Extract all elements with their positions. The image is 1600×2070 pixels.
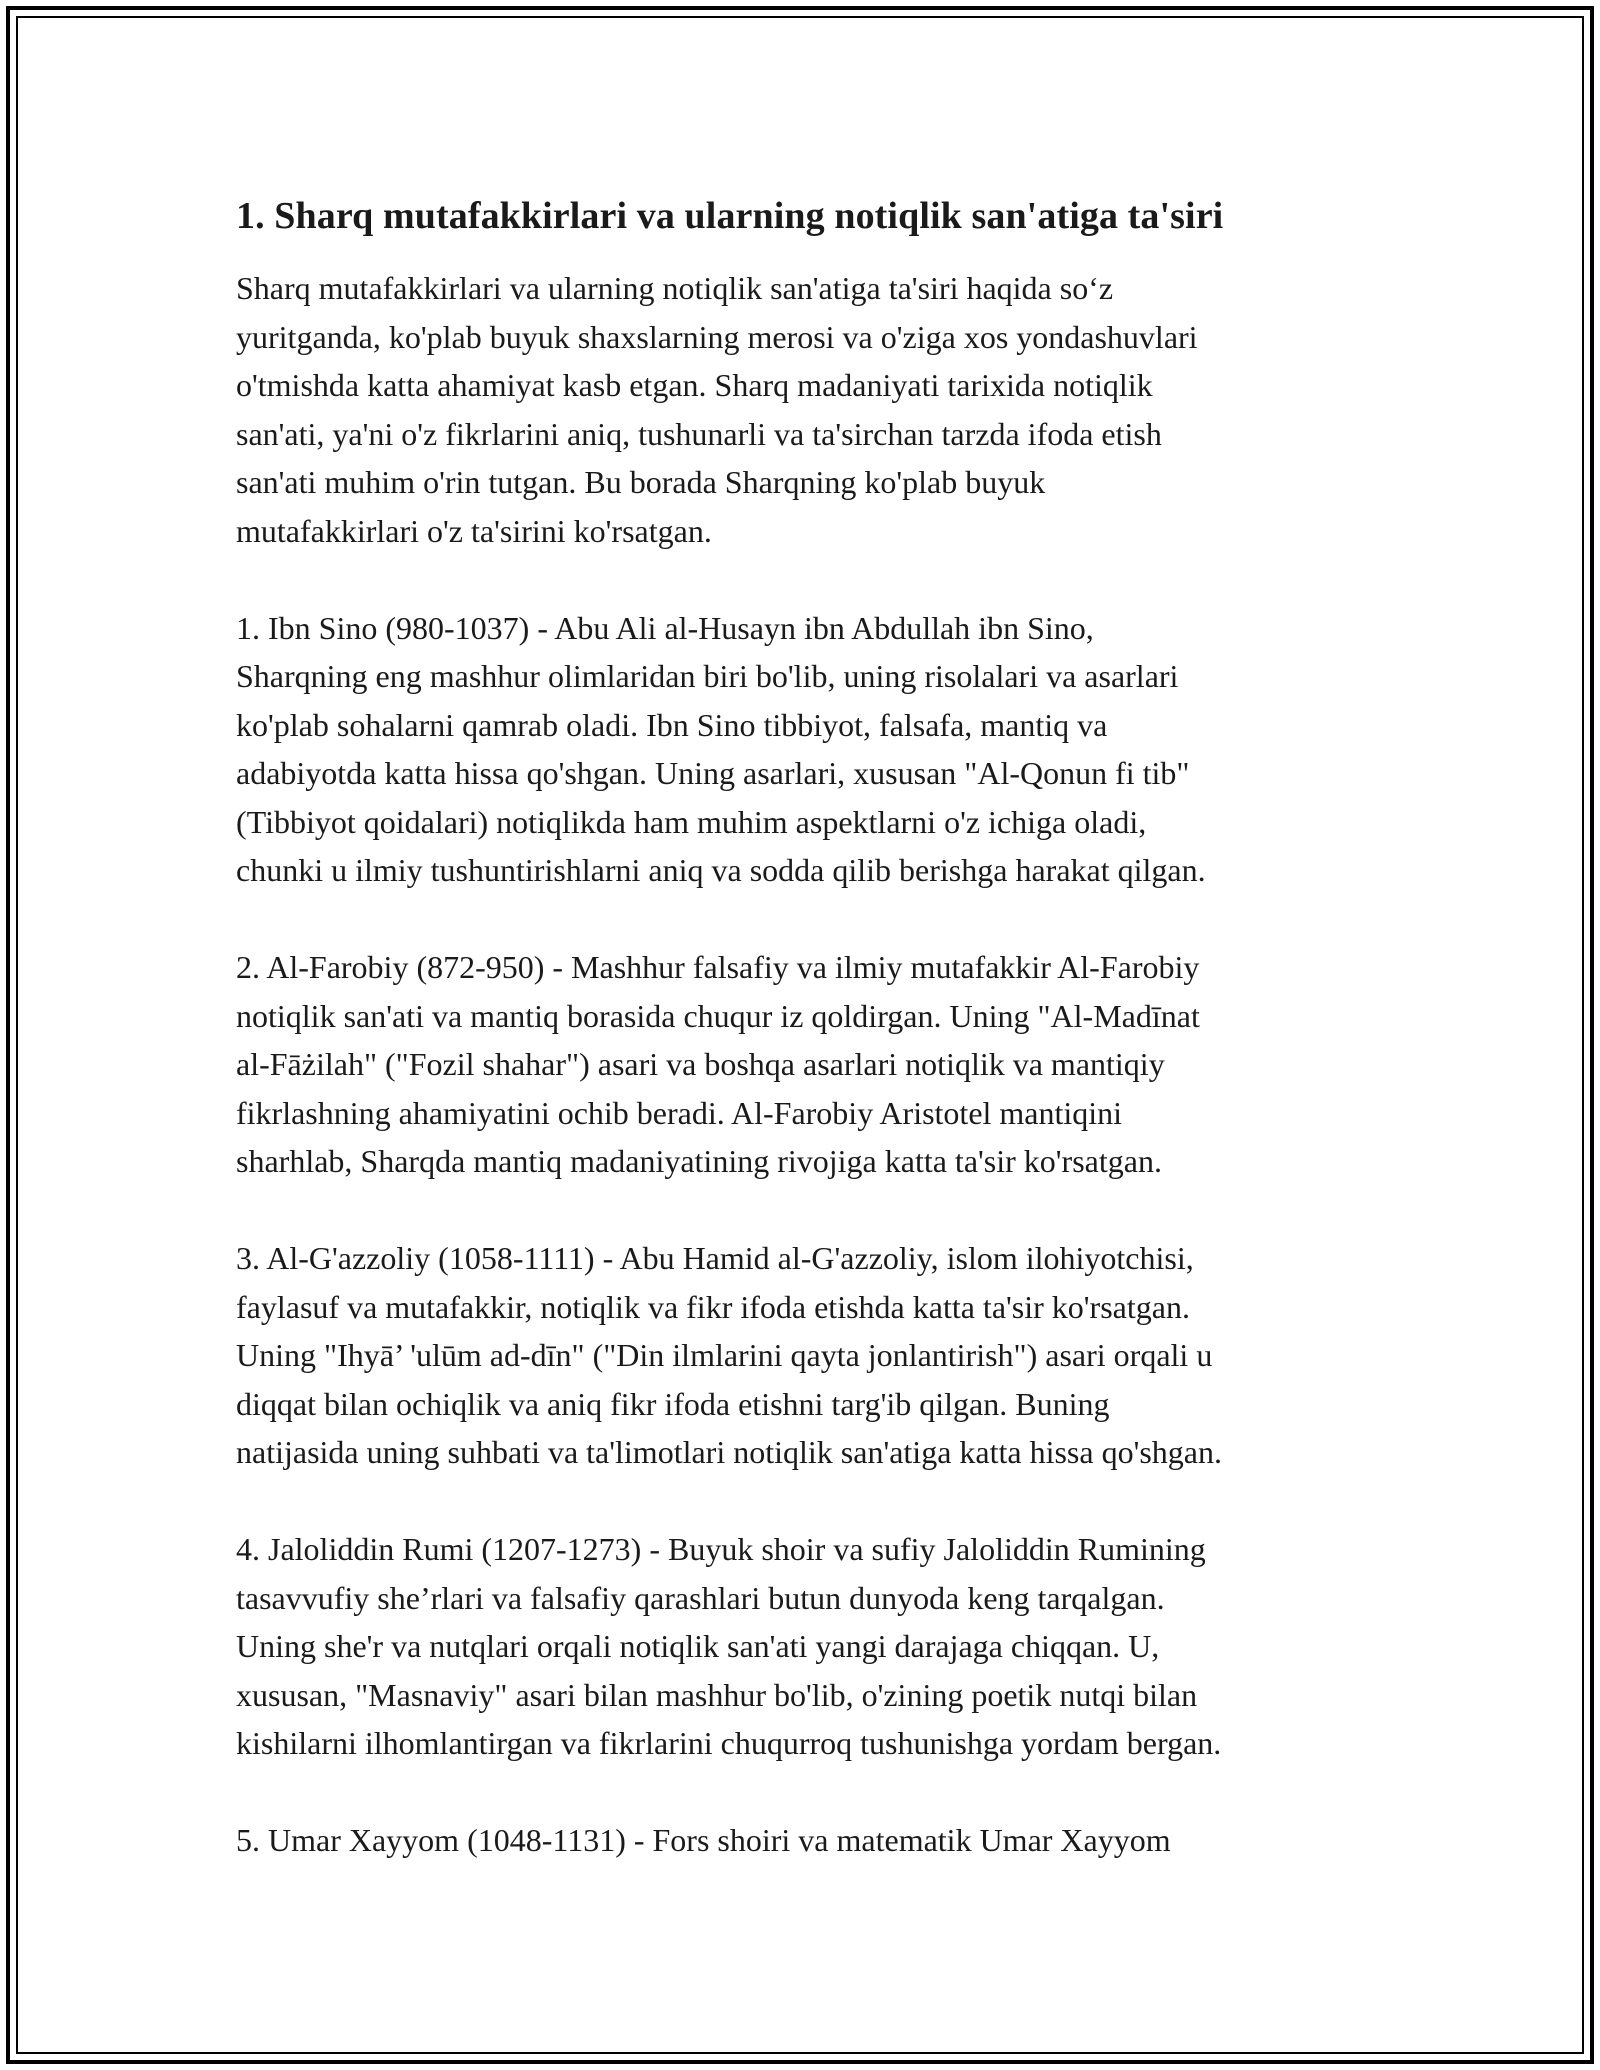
- document-body: [236, 190, 1386, 1865]
- paragraph-al-farobiy: 2. Al-Farobiy (872-950) - Mashhur falsafiy va ilmiy mutafakkir Al-Farobiy notiqlik san'ati va mantiq borasida chuqur iz qoldirgan. Uning "Al-Madīnat al-Fāżilah" ("Fozil shahar") asari va boshqa asarlari notiqlik va mantiqiy fikrlashning ahamiyatini ochib beradi. Al-Farobiy Aristotel mantiqini sharhlab, Sharqda mantiq madaniyatining rivojiga katta ta'sir ko'rsatgan.: [236, 949, 1200, 1179]
- paragraph-ibn-sino: 1. Ibn Sino (980-1037) - Abu Ali al-Husayn ibn Abdullah ibn Sino, Sharqning eng mashhur olimlaridan biri bo'lib, uning risolalari va asarlari ko'plab sohalarni qamrab oladi. Ibn Sino tibbiyot, falsafa, mantiq va adabiyotda katta hissa qo'shgan. Uning asarlari, xususan "Al-Qonun fi tib" (Tibbiyot qoidalari) notiqlikda ham muhim aspektlarni o'z ichiga oladi, chunki u ilmiy tushuntirishlarni aniq va sodda qilib berishga harakat qilgan.: [236, 609, 1206, 888]
- section-heading: 1. Sharq mutafakkirlari va ularning notiqlik san'atiga ta'siri: [236, 195, 1224, 237]
- intro-paragraph: Sharq mutafakkirlari va ularning notiqlik san'atiga ta'siri haqida so‘z yuritganda, ko'plab buyuk shaxslarning merosi va o'ziga xos yondashuvlari o'tmishda katta ahamiyat kasb etgan. Sharq madaniyati tarixida notiqlik san'ati, ya'ni o'z fikrlarini aniq, tushunarli va ta'sirchan tarzda ifoda etish san'ati muhim o'rin tutgan. Bu borada Sharqning ko'plab buyuk mutafakkirlari o'z ta'sirini ko'rsatgan.: [236, 270, 1198, 549]
- paragraph-rumi: 4. Jaloliddin Rumi (1207-1273) - Buyuk shoir va sufiy Jaloliddin Rumining tasavvufiy she’rlari va falsafiy qarashlari butun dunyoda keng tarqalgan. Uning she'r va nutqlari orqali notiqlik san'ati yangi darajaga chiqqan. U, xususan, "Masnaviy" asari bilan mashhur bo'lib, o'zining poetik nutqi bilan kishilarni ilhomlantirgan va fikrlarini chuqurroq tushunishga yordam bergan.: [236, 1531, 1222, 1761]
- paragraph-umar-xayyom: 5. Umar Xayyom (1048-1131) - Fors shoiri va matematik Umar Xayyom: [236, 1822, 1171, 1858]
- paragraph-al-gazzoliy: 3. Al-G'azzoliy (1058-1111) - Abu Hamid al-G'azzoliy, islom ilohiyotchisi, faylasuf va mutafakkir, notiqlik va fikr ifoda etishda katta ta'sir ko'rsatgan. Uning "Ihyā’ 'ulūm ad-dīn" ("Din ilmlarini qayta jonlantirish") asari orqali u diqqat bilan ochiqlik va aniq fikr ifoda etishni targ'ib qilgan. Buning natijasida uning suhbati va ta'limotlari notiqlik san'atiga katta hissa qo'shgan.: [236, 1240, 1222, 1470]
